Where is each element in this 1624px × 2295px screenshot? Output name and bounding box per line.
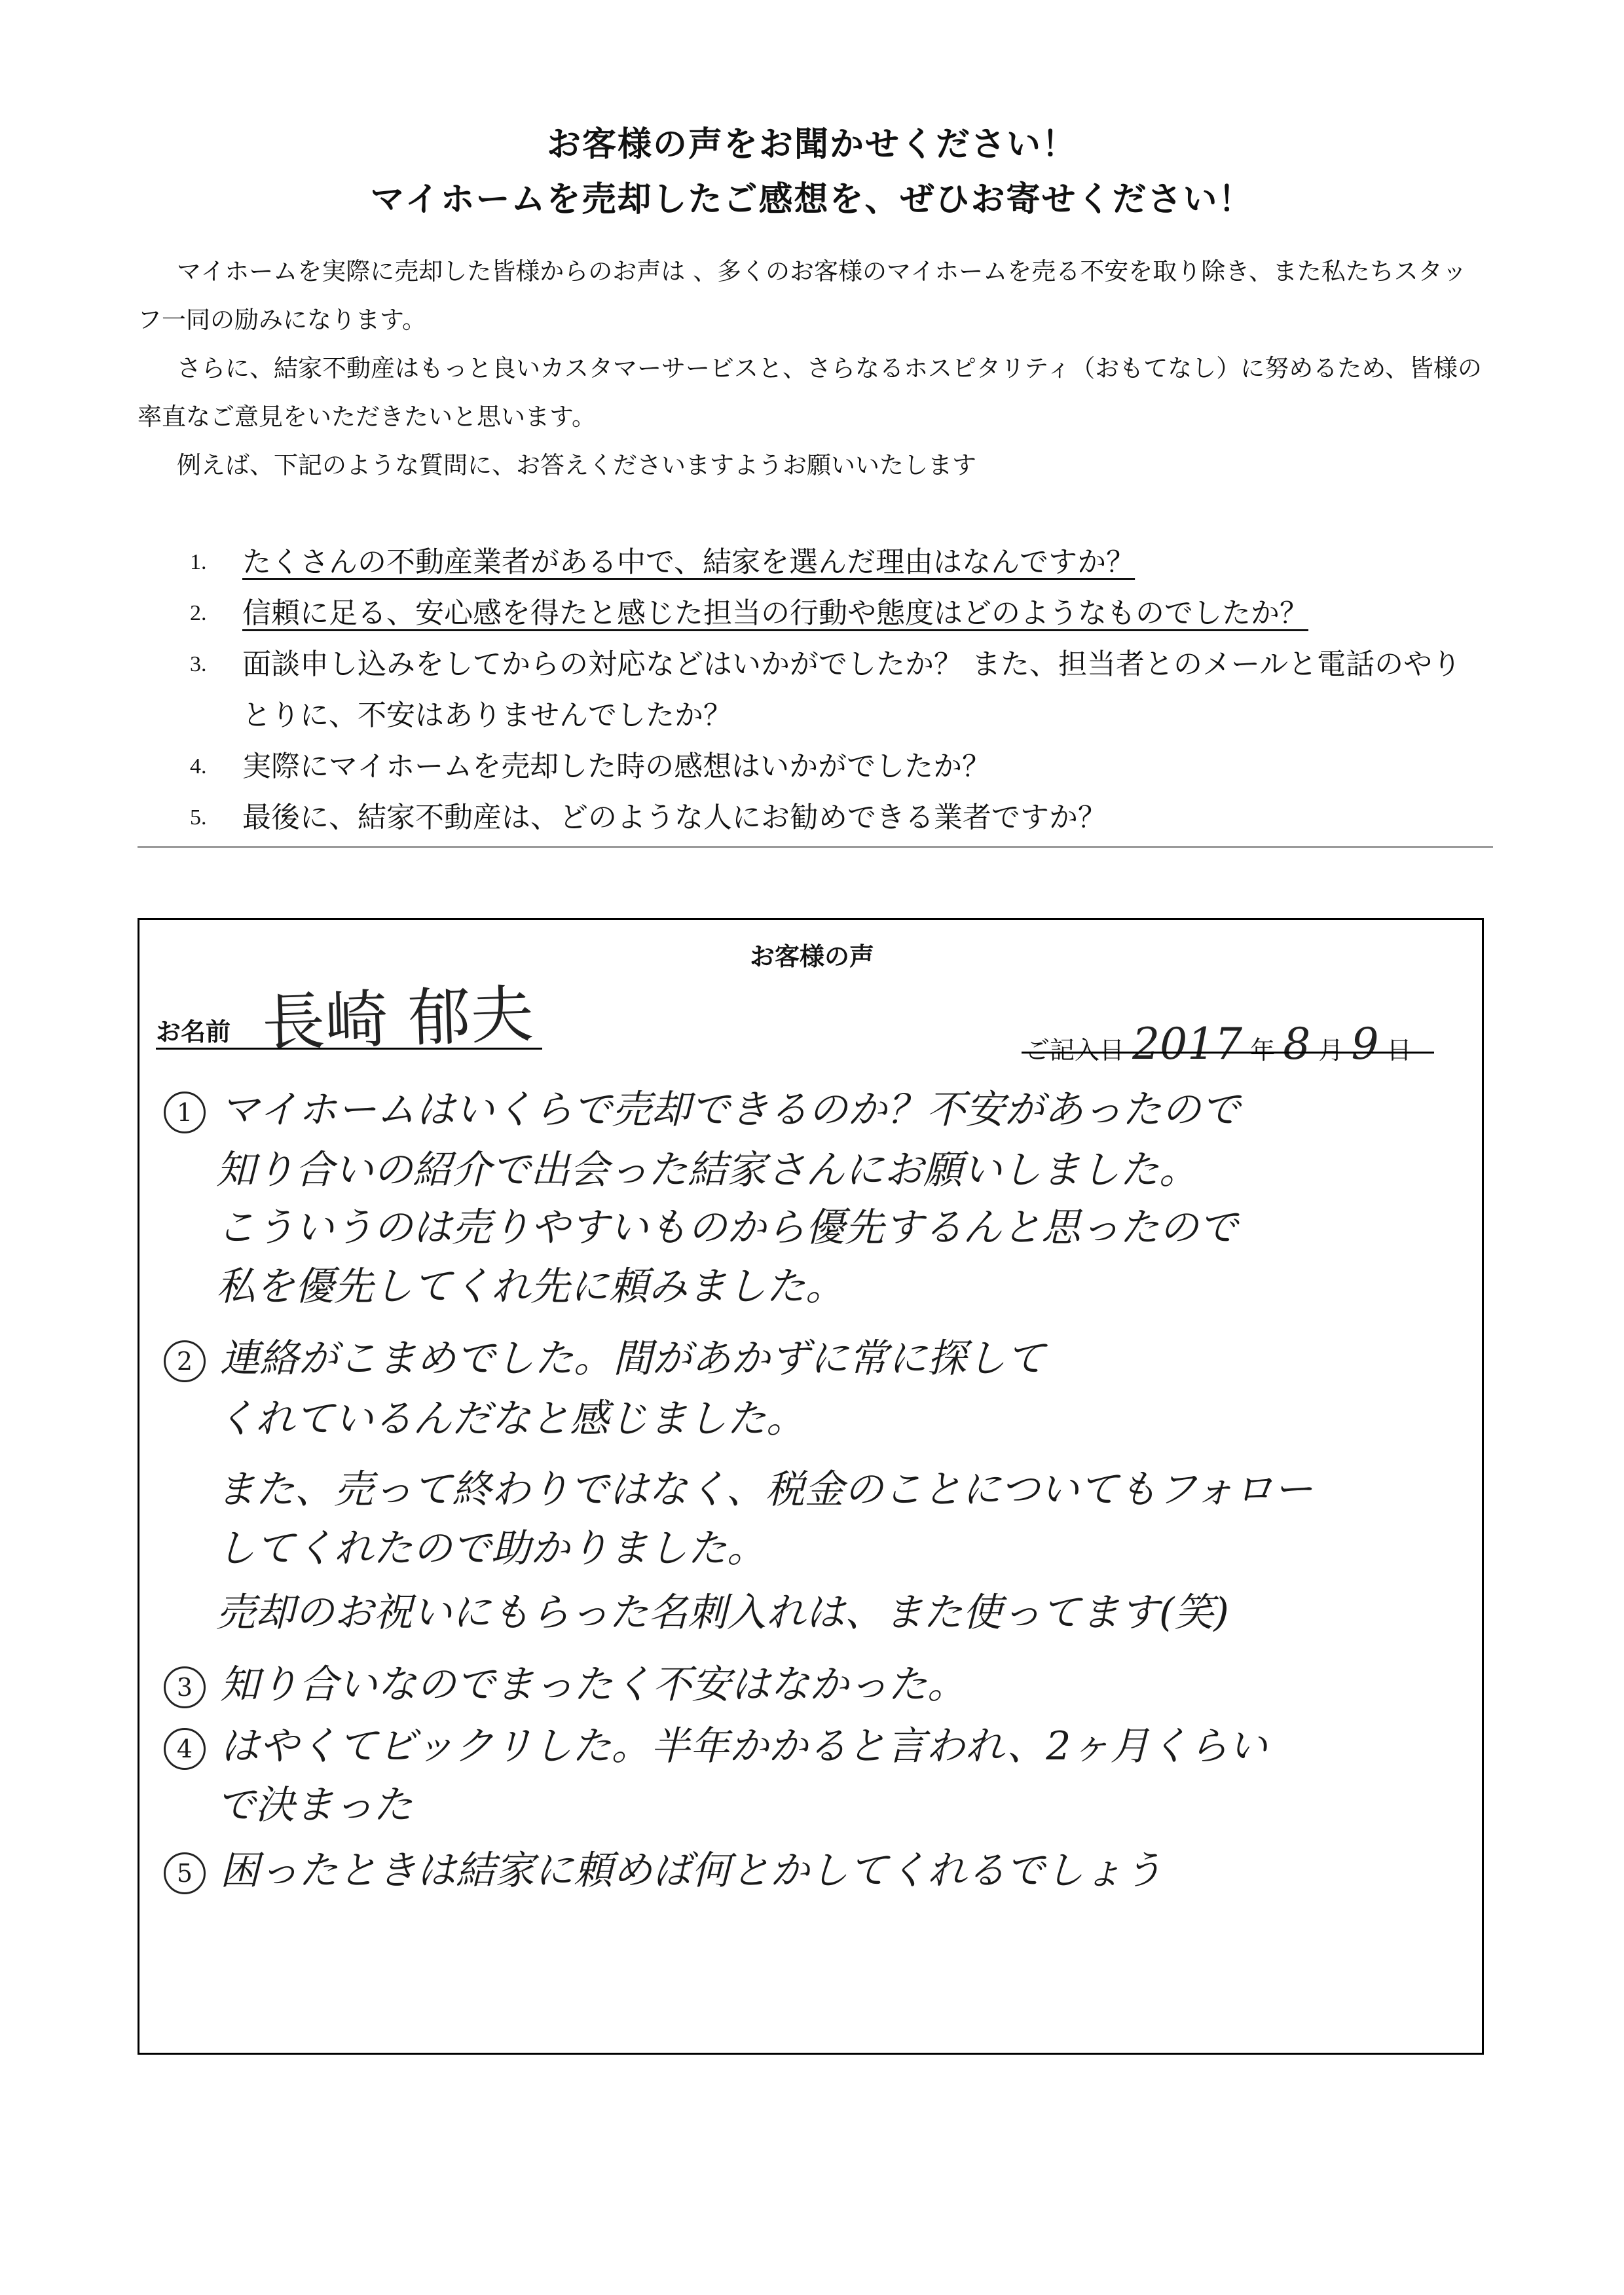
question-text: たくさんの不動産業者がある中で、結家を選んだ理由はなんですか？ — [242, 545, 1135, 579]
answer-line — [164, 1723, 1473, 1770]
answer-line — [216, 1782, 1526, 1828]
answer-text: はやくてビックリした。半年かかると言われ、2ヶ月くらい — [220, 1723, 1268, 1769]
section-divider — [138, 846, 1493, 848]
name-label: お名前 — [156, 1018, 231, 1046]
answer-line — [164, 1087, 1473, 1133]
answer-line — [216, 1264, 1526, 1310]
answer-text: 知り合いなのでまったく不安はなかった。 — [220, 1662, 967, 1708]
day-unit: 日 — [1386, 1036, 1412, 1065]
question-text: 信頼に足る、安心感を得たと感じた担当の行動や態度はどのようなものでしたか？ — [242, 597, 1308, 630]
question-number: 3. — [190, 652, 207, 676]
question-number: 1. — [190, 550, 207, 574]
answer-text: マイホームはいくらで売却できるのか？不安があったので — [220, 1087, 1240, 1133]
answer-line — [216, 1467, 1526, 1513]
question-list — [190, 537, 1486, 843]
question-item — [190, 792, 1486, 843]
page-subtitle: マイホームを売却したご感想を、ぜひお寄せください！ — [370, 180, 1254, 219]
question-number: 5. — [190, 805, 207, 830]
answer-line — [216, 1396, 1526, 1442]
answer-text: また、売って終わりではなく、税金のことについてもフォロー — [216, 1467, 1313, 1513]
answer-line — [216, 1205, 1526, 1251]
question-item — [190, 741, 1486, 792]
answer-line — [216, 1590, 1526, 1636]
question-text: 実際にマイホームを売却した時の感想はいかがでしたか？ — [242, 750, 991, 783]
question-number: 2. — [190, 601, 207, 625]
question-text: 最後に、結家不動産は、どのような人にお勧めできる業者ですか？ — [242, 801, 1107, 834]
answer-number-circle: 2 — [164, 1340, 206, 1382]
answer-line — [164, 1662, 1473, 1708]
answer-number-circle: 1 — [164, 1092, 206, 1133]
name-field-line — [156, 1048, 542, 1050]
date-year-value: 2017 — [1132, 1019, 1243, 1069]
date-field — [1025, 1019, 1412, 1069]
intro-paragraph-2: さらに、結家不動産はもっと良いカスタマーサービスと、さらなるホスピタリティ（おもてなし）に努めるため、皆様の率直なご意見をいただきたいと思います。 — [138, 354, 1482, 431]
month-unit: 月 — [1318, 1036, 1344, 1065]
answer-text: こういうのは売りやすいものから優先するんと思ったので — [216, 1205, 1238, 1251]
date-day-value: 9 — [1351, 1019, 1379, 1069]
answer-line — [216, 1526, 1526, 1571]
answer-text: 知り合いの紹介で出会った結家さんにお願いしました。 — [216, 1147, 1198, 1193]
question-text: 面談申し込みをしてからの対応などはいかがでしたか？ また、担当者とのメールと電話のやりとりに、不安はありませんでしたか？ — [242, 648, 1462, 732]
answer-number-circle: 5 — [164, 1852, 206, 1894]
question-number: 4. — [190, 754, 207, 779]
answer-number-circle: 3 — [164, 1666, 206, 1708]
answer-text: くれているんだなと感じました。 — [216, 1396, 805, 1442]
question-item — [190, 537, 1486, 588]
answer-text: してくれたので助かりました。 — [216, 1526, 766, 1571]
date-field-line — [1022, 1052, 1434, 1054]
intro-paragraph-3: 例えば、下記のような質問に、お答えくださいますようお願いいたします — [177, 451, 976, 479]
intro-paragraph-1: マイホームを実際に売却した皆様からのお声は 、多くのお客様のマイホームを売る不安を取り除き、また私たちスタッフ一同の励みになります。 — [138, 257, 1467, 334]
feedback-box-title: お客様の声 — [749, 942, 874, 971]
answer-text: で決まった — [216, 1782, 413, 1828]
question-item — [190, 639, 1486, 741]
answer-line — [216, 1147, 1526, 1193]
answer-line — [164, 1336, 1473, 1382]
answer-number-circle: 4 — [164, 1728, 206, 1770]
date-label: ご記入日 — [1025, 1036, 1125, 1065]
year-unit: 年 — [1250, 1036, 1276, 1065]
name-value-handwritten: 長崎 郁夫 — [261, 977, 535, 1061]
question-item — [190, 588, 1486, 639]
answer-text: 困ったときは結家に頼めば何とかしてくれるでしょう — [220, 1848, 1163, 1894]
page-title: お客様の声をお聞かせください！ — [546, 125, 1077, 164]
answer-text: 私を優先してくれ先に頼みました。 — [216, 1264, 845, 1310]
answer-text: 連絡がこまめでした。間があかずに常に探して — [220, 1336, 1045, 1382]
date-month-value: 8 — [1283, 1019, 1311, 1069]
answer-text: 売却のお祝いにもらった名刺入れは、また使ってます(笑) — [216, 1590, 1229, 1636]
answer-line — [164, 1848, 1473, 1894]
